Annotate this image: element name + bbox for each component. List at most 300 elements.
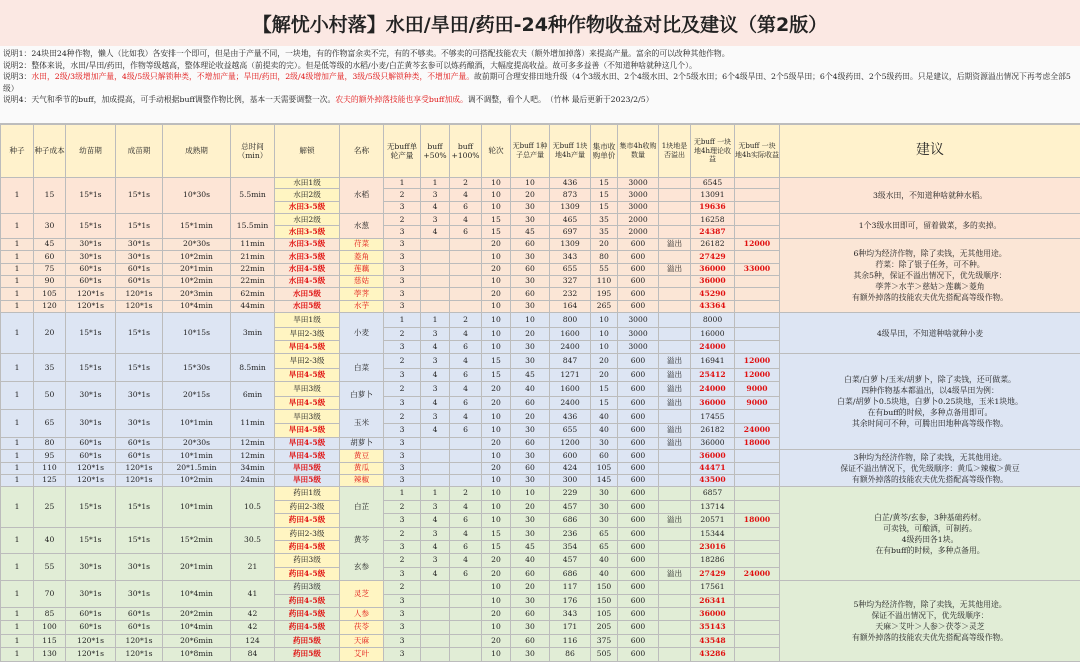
table-cell: 375 xyxy=(591,634,618,647)
table-cell: 3 xyxy=(384,251,421,263)
table-cell: 3000 xyxy=(618,189,659,201)
table-cell: 4 xyxy=(421,226,450,238)
table-cell: 12min xyxy=(231,437,275,449)
table-cell xyxy=(659,648,691,662)
sheet-title xyxy=(0,0,1080,47)
table-cell: 30*1s xyxy=(116,410,163,438)
table-cell: 10 xyxy=(482,581,511,594)
table-cell: 4 xyxy=(450,554,482,567)
table-cell: 60 xyxy=(511,437,550,449)
table-cell: 30*1s xyxy=(116,554,163,581)
table-cell: 424 xyxy=(550,462,591,474)
table-cell xyxy=(659,500,691,513)
table-cell: 6 xyxy=(450,567,482,580)
column-header: 无buff 一块地4h实际收益 xyxy=(735,125,780,178)
table-cell: 旱田3级 xyxy=(275,382,340,396)
table-cell: 1 xyxy=(1,554,34,581)
table-cell xyxy=(659,288,691,300)
table-cell: 旱田3级 xyxy=(275,410,340,424)
table-cell: 12min xyxy=(231,450,275,462)
table-cell: 3 xyxy=(421,382,450,396)
table-cell: 溢出 xyxy=(659,437,691,449)
table-cell: 600 xyxy=(618,382,659,396)
table-cell: 溢出 xyxy=(659,263,691,275)
table-cell: 36000 xyxy=(691,608,735,621)
table-cell: 8.5min xyxy=(231,354,275,382)
table-cell xyxy=(659,487,691,500)
table-cell: 15*1s xyxy=(116,354,163,382)
table-cell: 25 xyxy=(34,487,66,527)
table-cell xyxy=(735,340,780,353)
table-cell: 药田4-5级 xyxy=(275,567,340,580)
table-cell: 溢出 xyxy=(659,238,691,250)
table-cell: 3 xyxy=(384,567,421,580)
table-cell: 20*15s xyxy=(163,382,231,410)
table-cell: 13714 xyxy=(691,500,735,513)
table-cell: 4 xyxy=(450,354,482,368)
table-cell: 3 xyxy=(384,621,421,634)
table-cell xyxy=(659,300,691,312)
table-cell xyxy=(450,437,482,449)
table-cell: 1 xyxy=(384,313,421,327)
table-cell: 45 xyxy=(511,368,550,381)
table-cell: 10 xyxy=(482,594,511,607)
table-cell: 600 xyxy=(618,238,659,250)
table-cell: 150 xyxy=(591,581,618,594)
table-cell: 600 xyxy=(618,450,659,462)
table-cell: 120*1s xyxy=(66,462,116,474)
table-cell: 15*1s xyxy=(66,214,116,239)
table-cell xyxy=(421,634,450,647)
table-cell xyxy=(735,500,780,513)
table-cell xyxy=(450,608,482,621)
table-cell: 水田2级 xyxy=(275,189,340,201)
table-cell: 6 xyxy=(450,368,482,381)
table-cell: 1 xyxy=(1,275,34,287)
column-header: buff +50% xyxy=(421,125,450,178)
table-cell xyxy=(421,581,450,594)
table-cell: 8000 xyxy=(691,313,735,327)
table-cell: 溢出 xyxy=(659,514,691,527)
table-cell: 10 xyxy=(591,313,618,327)
table-cell xyxy=(735,450,780,462)
table-cell: 18286 xyxy=(691,554,735,567)
table-cell: 30 xyxy=(511,527,550,540)
table-cell: 30*1s xyxy=(116,238,163,250)
table-cell: 45290 xyxy=(691,288,735,300)
table-cell: 60*1s xyxy=(116,263,163,275)
table-cell xyxy=(421,238,450,250)
column-header: 幼苗期 xyxy=(66,125,116,178)
table-cell: 20 xyxy=(511,500,550,513)
table-cell: 30*1s xyxy=(66,251,116,263)
table-cell: 120*1s xyxy=(66,634,116,647)
table-cell: 15*1s xyxy=(116,487,163,527)
table-cell: 30 xyxy=(591,514,618,527)
column-header: 种子 xyxy=(1,125,34,178)
table-cell: 2 xyxy=(384,554,421,567)
table-cell: 117 xyxy=(550,581,591,594)
table-cell: 24000 xyxy=(735,424,780,437)
table-cell: 30 xyxy=(511,621,550,634)
table-cell: 327 xyxy=(550,275,591,287)
column-header: 成苗期 xyxy=(116,125,163,178)
table-cell: 20 xyxy=(482,396,511,409)
table-cell: 20 xyxy=(482,462,511,474)
table-cell: 70 xyxy=(34,581,66,608)
table-cell: 2 xyxy=(450,313,482,327)
table-cell: 1 xyxy=(1,437,34,449)
column-header: 集市4h收购数量 xyxy=(618,125,659,178)
table-cell xyxy=(735,462,780,474)
table-cell: 600 xyxy=(618,354,659,368)
table-cell: 40 xyxy=(591,424,618,437)
column-header: 集市收购单价 xyxy=(591,125,618,178)
table-cell: 10 xyxy=(482,500,511,513)
table-cell: 4 xyxy=(421,368,450,381)
table-cell: 旱田4-5级 xyxy=(275,450,340,462)
table-cell: 80 xyxy=(34,437,66,449)
table-cell: 60*1s xyxy=(66,608,116,621)
table-cell: 1 xyxy=(1,475,34,487)
table-cell: 20 xyxy=(482,554,511,567)
table-cell: 55 xyxy=(34,554,66,581)
table-cell: 60 xyxy=(511,608,550,621)
table-cell: 4 xyxy=(421,567,450,580)
table-row xyxy=(1,214,1080,226)
table-cell: 10 xyxy=(482,487,511,500)
advice-cell: 5种均为经济作物，除了卖钱，无其他用途。 保证不溢出情况下，优先级顺序： 天麻＞艾叶＞人参＞茯苓＞灵芝 有额外掉落的技能农夫优先搭配高等级作物。 xyxy=(780,581,1080,662)
table-cell xyxy=(735,648,780,662)
note-segment: 说明2：整体来说，水田/旱田/药田，作物等级越高，整体理论收益越高（前提卖的完）。但是低等级的水稻/小麦/白芷黄芩玄参可以炼药酿酒，大幅度提高收益。故可多多益善（不知道种啥就种这几个）。 xyxy=(3,60,697,70)
table-cell xyxy=(735,621,780,634)
table-cell: 15 xyxy=(482,541,511,554)
column-header: 建议 xyxy=(780,125,1080,178)
table-cell: 30 xyxy=(591,487,618,500)
table-cell: 24000 xyxy=(691,340,735,353)
table-cell: 30*1s xyxy=(116,382,163,410)
table-cell: 2 xyxy=(384,500,421,513)
table-cell: 343 xyxy=(550,608,591,621)
table-cell: 3 xyxy=(384,437,421,449)
table-cell: 20 xyxy=(482,263,511,275)
table-cell: 600 xyxy=(618,263,659,275)
table-cell: 60 xyxy=(591,450,618,462)
table-cell: 1 xyxy=(1,450,34,462)
table-cell: 1 xyxy=(1,487,34,527)
table-cell: 436 xyxy=(550,178,591,189)
table-cell: 145 xyxy=(591,475,618,487)
table-cell: 120*1s xyxy=(116,288,163,300)
table-cell: 2 xyxy=(450,487,482,500)
table-cell: 1 xyxy=(1,313,34,354)
note-segment: 说明3： xyxy=(3,72,32,82)
table-cell: 600 xyxy=(618,581,659,594)
table-cell: 白菜 xyxy=(340,354,384,382)
column-header: 成熟期 xyxy=(163,125,231,178)
table-cell: 229 xyxy=(550,487,591,500)
table-cell: 43364 xyxy=(691,300,735,312)
table-cell: 26182 xyxy=(691,238,735,250)
table-cell xyxy=(735,581,780,594)
table-cell: 60*1s xyxy=(116,608,163,621)
table-cell: 2 xyxy=(384,527,421,540)
table-cell: 600 xyxy=(618,396,659,409)
table-cell: 水田1级 xyxy=(275,178,340,189)
table-cell: 水田3-5级 xyxy=(275,226,340,238)
table-cell xyxy=(450,275,482,287)
table-cell: 300 xyxy=(550,475,591,487)
table-cell: 600 xyxy=(618,275,659,287)
table-cell: 35 xyxy=(34,354,66,382)
table-cell: 120*1s xyxy=(116,648,163,662)
table-cell: 11min xyxy=(231,410,275,438)
table-cell: 30 xyxy=(591,437,618,449)
table-cell xyxy=(735,608,780,621)
column-header: 无buff单轮产量 xyxy=(384,125,421,178)
table-cell: 600 xyxy=(618,514,659,527)
table-cell xyxy=(659,275,691,287)
table-cell: 1309 xyxy=(550,238,591,250)
table-row xyxy=(1,313,1080,327)
table-cell: 55 xyxy=(591,263,618,275)
table-cell: 10*1min xyxy=(163,450,231,462)
table-cell: 60 xyxy=(34,251,66,263)
table-cell: 药田3级 xyxy=(275,554,340,567)
table-cell: 苻菜 xyxy=(340,238,384,250)
table-cell: 600 xyxy=(618,634,659,647)
table-cell: 600 xyxy=(618,487,659,500)
table-cell: 42 xyxy=(231,608,275,621)
table-cell xyxy=(659,594,691,607)
table-cell: 10 xyxy=(482,410,511,424)
table-cell: 686 xyxy=(550,514,591,527)
table-cell: 120 xyxy=(34,300,66,312)
table-cell: 1 xyxy=(1,178,34,214)
table-cell: 35 xyxy=(591,214,618,226)
table-cell: 旱田2-3级 xyxy=(275,354,340,368)
table-cell: 3 xyxy=(421,554,450,567)
column-header: 总时间（min） xyxy=(231,125,275,178)
table-cell: 20*3min xyxy=(163,288,231,300)
sheet-title-text: 【解忧小村落】水田/旱田/药田-24种作物收益对比及建议（第2版） xyxy=(252,13,828,36)
table-cell: 10 xyxy=(482,201,511,213)
table-cell xyxy=(421,450,450,462)
table-cell: 60*1s xyxy=(66,275,116,287)
table-cell: 30 xyxy=(511,594,550,607)
table-cell: 6 xyxy=(450,541,482,554)
table-cell: 30 xyxy=(591,500,618,513)
table-cell: 95 xyxy=(34,450,66,462)
advice-cell: 4级旱田，不知道种啥就种小麦 xyxy=(780,313,1080,354)
table-cell: 655 xyxy=(550,424,591,437)
table-cell: 600 xyxy=(618,621,659,634)
crop-table xyxy=(0,124,1080,662)
column-header: 1块地是否溢出 xyxy=(659,125,691,178)
table-cell xyxy=(421,300,450,312)
table-cell: 25412 xyxy=(691,368,735,381)
table-cell xyxy=(735,201,780,213)
table-cell: 1271 xyxy=(550,368,591,381)
table-cell: 60 xyxy=(511,288,550,300)
table-cell: 1 xyxy=(1,634,34,647)
column-header: 种子成本 xyxy=(34,125,66,178)
table-cell: 20 xyxy=(591,368,618,381)
table-cell: 溢出 xyxy=(659,354,691,368)
table-cell: 600 xyxy=(618,554,659,567)
table-cell: 600 xyxy=(618,475,659,487)
table-cell: 荸荠 xyxy=(340,288,384,300)
table-cell: 3000 xyxy=(618,340,659,353)
table-cell: 354 xyxy=(550,541,591,554)
table-cell: 30 xyxy=(511,340,550,353)
table-cell: 3 xyxy=(421,189,450,201)
table-cell: 20*6min xyxy=(163,634,231,647)
table-cell: 20 xyxy=(482,567,511,580)
table-cell: 3 xyxy=(384,634,421,647)
table-cell: 10*4min xyxy=(163,621,231,634)
table-cell: 6 xyxy=(450,424,482,437)
table-cell: 玄参 xyxy=(340,554,384,581)
table-cell xyxy=(659,541,691,554)
table-cell: 15 xyxy=(591,382,618,396)
table-cell: 10*2min xyxy=(163,251,231,263)
table-cell: 10*8min xyxy=(163,648,231,662)
table-cell: 847 xyxy=(550,354,591,368)
table-cell: 120*1s xyxy=(116,634,163,647)
table-cell: 10*1min xyxy=(163,410,231,438)
table-cell: 1600 xyxy=(550,382,591,396)
table-cell: 水稻 xyxy=(340,178,384,214)
table-cell: 10*4min xyxy=(163,300,231,312)
table-cell: 莲藕 xyxy=(340,263,384,275)
table-cell xyxy=(735,275,780,287)
table-cell: 10 xyxy=(482,251,511,263)
table-cell xyxy=(421,437,450,449)
table-cell: 30.5 xyxy=(231,527,275,554)
table-cell: 105 xyxy=(591,608,618,621)
table-cell: 旱田4-5级 xyxy=(275,424,340,437)
table-cell: 20*2min xyxy=(163,608,231,621)
table-cell: 水田4-5级 xyxy=(275,275,340,287)
table-cell: 15*1s xyxy=(116,527,163,554)
table-cell: 水田2级 xyxy=(275,214,340,226)
table-cell: 27429 xyxy=(691,567,735,580)
table-cell: 1 xyxy=(1,608,34,621)
table-cell: 水芋 xyxy=(340,300,384,312)
table-cell: 164 xyxy=(550,300,591,312)
table-cell: 3000 xyxy=(618,201,659,213)
table-cell: 2000 xyxy=(618,214,659,226)
table-cell: 胡萝卜 xyxy=(340,437,384,449)
table-row xyxy=(1,354,1080,368)
table-cell: 20 xyxy=(482,437,511,449)
table-cell: 15*1s xyxy=(116,178,163,214)
table-cell xyxy=(659,462,691,474)
table-cell: 40 xyxy=(511,554,550,567)
table-cell: 115 xyxy=(34,634,66,647)
table-cell: 36000 xyxy=(691,437,735,449)
table-cell: 10*1min xyxy=(163,487,231,527)
table-cell: 10 xyxy=(482,621,511,634)
table-cell: 6 xyxy=(450,396,482,409)
table-cell: 130 xyxy=(34,648,66,662)
table-cell: 黄豆 xyxy=(340,450,384,462)
table-row xyxy=(1,178,1080,189)
table-cell: 2000 xyxy=(618,226,659,238)
table-cell: 60 xyxy=(511,238,550,250)
table-cell: 水田5级 xyxy=(275,300,340,312)
table-cell: 10 xyxy=(511,487,550,500)
note-line xyxy=(3,71,1077,94)
table-cell: 10 xyxy=(482,189,511,201)
table-cell xyxy=(735,554,780,567)
table-cell: 15 xyxy=(482,368,511,381)
table-cell: 10 xyxy=(591,340,618,353)
table-cell: 9000 xyxy=(735,396,780,409)
table-cell xyxy=(659,554,691,567)
table-cell: 4 xyxy=(450,410,482,424)
table-cell: 10 xyxy=(482,450,511,462)
table-cell: 3 xyxy=(384,238,421,250)
table-cell: 15 xyxy=(591,396,618,409)
table-cell: 150 xyxy=(591,594,618,607)
table-cell: 45 xyxy=(511,541,550,554)
table-cell: 3 xyxy=(384,396,421,409)
table-row xyxy=(1,450,1080,462)
table-cell: 黄芩 xyxy=(340,527,384,554)
table-cell: 4 xyxy=(421,201,450,213)
table-cell xyxy=(659,450,691,462)
table-cell: 10 xyxy=(482,327,511,340)
table-cell: 116 xyxy=(550,634,591,647)
table-cell: 30*1s xyxy=(66,410,116,438)
table-cell xyxy=(421,648,450,662)
table-cell: 60 xyxy=(511,263,550,275)
table-cell: 水田3-5级 xyxy=(275,238,340,250)
table-cell xyxy=(421,288,450,300)
table-cell: 655 xyxy=(550,263,591,275)
table-cell xyxy=(421,251,450,263)
table-cell: 3 xyxy=(384,648,421,662)
table-cell: 药田4-5级 xyxy=(275,621,340,634)
table-cell xyxy=(421,594,450,607)
table-cell xyxy=(735,288,780,300)
table-cell: 33000 xyxy=(735,263,780,275)
table-cell: 19636 xyxy=(691,201,735,213)
table-cell: 3 xyxy=(421,354,450,368)
table-cell: 白芷 xyxy=(340,487,384,527)
table-cell: 36000 xyxy=(691,396,735,409)
table-cell: 600 xyxy=(550,450,591,462)
table-cell: 60*1s xyxy=(116,437,163,449)
table-cell: 3 xyxy=(421,327,450,340)
table-cell: 42 xyxy=(231,621,275,634)
table-cell xyxy=(735,214,780,226)
table-cell: 205 xyxy=(591,621,618,634)
table-cell: 600 xyxy=(618,594,659,607)
table-cell: 26341 xyxy=(691,594,735,607)
table-cell xyxy=(450,581,482,594)
table-cell: 45 xyxy=(34,238,66,250)
table-cell: 43548 xyxy=(691,634,735,647)
table-cell: 600 xyxy=(618,424,659,437)
table-cell: 44min xyxy=(231,300,275,312)
table-cell xyxy=(450,238,482,250)
table-cell: 2 xyxy=(384,410,421,424)
table-cell: 24min xyxy=(231,475,275,487)
table-cell: 白萝卜 xyxy=(340,382,384,410)
